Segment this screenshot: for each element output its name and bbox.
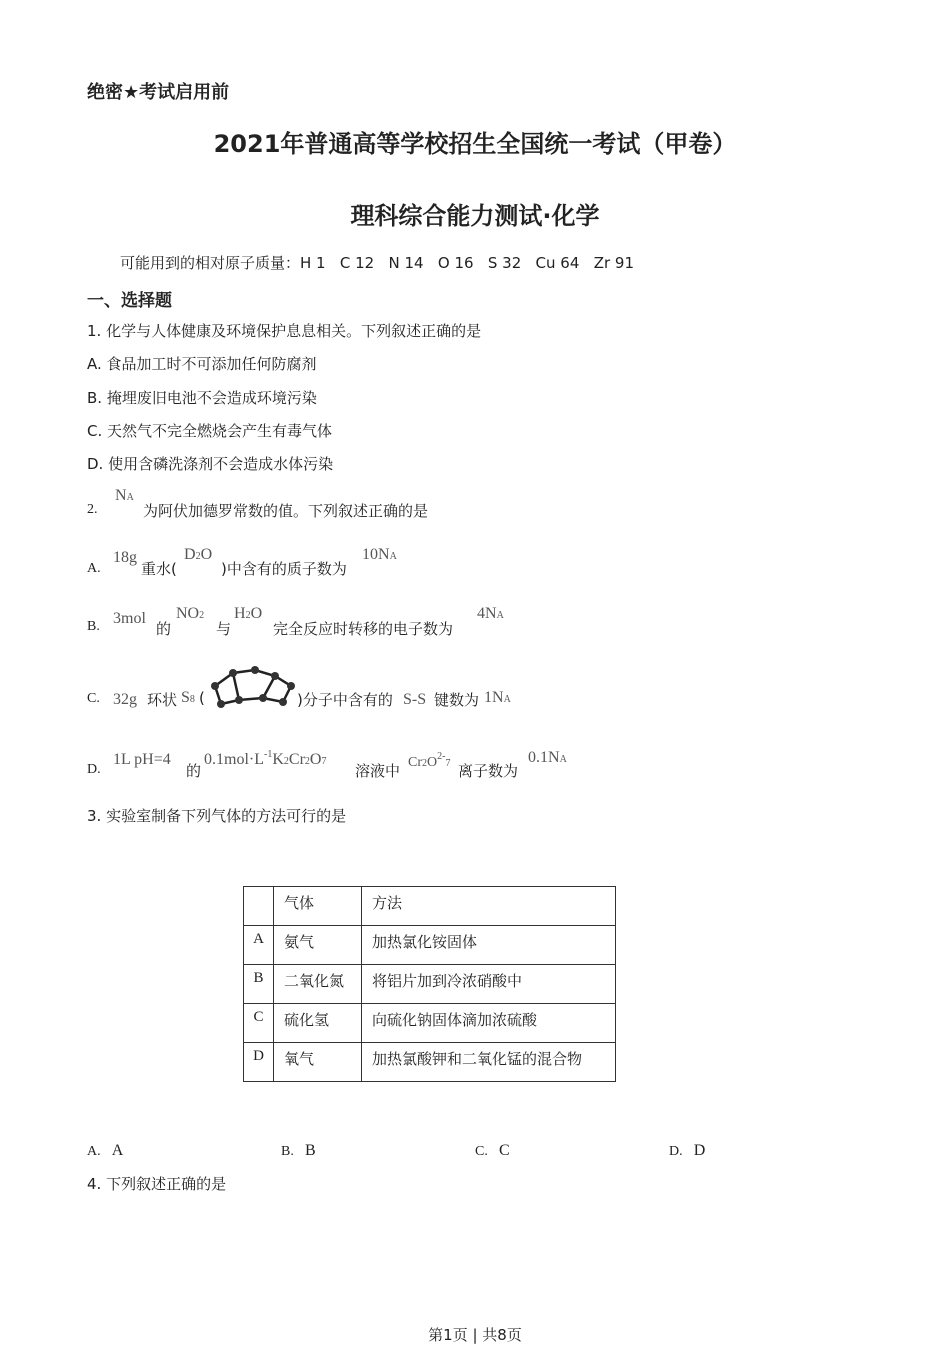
q2c-text1: 环状 [147,691,178,709]
q1-option-a: A. 食品加工时不可添加任何防腐剂 [87,355,317,373]
q2a-text2: )中含有的质子数为 [221,560,347,578]
q2-na-symbol: NA [115,487,134,504]
q4-stem: 4. 下列叙述正确的是 [87,1175,227,1193]
q3-option-b: B. B [281,1142,316,1159]
exam-title: 2021年普通高等学校招生全国统一考试（甲卷） [213,130,737,158]
table-cell: 氧气 [274,1043,362,1082]
table-cell: C [244,1004,274,1043]
table-cell: 硫化氢 [274,1004,362,1043]
q2a-mass: 18g [113,549,137,566]
table-row [244,965,616,1004]
q2c-text3: )分子中含有的 [297,691,393,709]
table-header-cell: 方法 [362,887,616,926]
q1-option-c: C. 天然气不完全燃烧会产生有毒气体 [87,422,333,440]
s8-ring-structure-image [207,664,299,714]
table-row [244,1043,616,1082]
q2d-solution-spec: 1L pH=4 [113,751,171,768]
q2c-text2: ( [199,689,205,707]
q2d-text2: 溶液中 [355,762,401,780]
exam-subtitle: 理科综合能力测试·化学 [350,202,600,230]
confidential-label: 绝密★考试启用前 [87,82,230,103]
gas-method-table [243,886,616,1082]
q2a-text1: 重水( [141,560,177,578]
q1-option-b: B. 掩埋废旧电池不会造成环境污染 [87,389,317,407]
table-header-cell [244,887,274,926]
table-cell: 将铝片加到冷浓硝酸中 [362,965,616,1004]
q2b-formula1: NO2 [176,605,205,622]
q2b-formula2: H2O [234,605,263,622]
q2a-formula: D2O [184,546,213,563]
q2d-text3: 离子数为 [458,762,519,780]
q2b-text1: 的 [156,620,172,638]
table-cell: 加热氯酸钾和二氧化锰的混合物 [362,1043,616,1082]
page-footer: 第1页 | 共8页 [428,1326,522,1344]
q2b-amount: 3mol [113,610,146,627]
table-row [244,1004,616,1043]
q2-stem: 为阿伏加德罗常数的值。下列叙述正确的是 [143,502,429,520]
table-cell: D [244,1043,274,1082]
q2d-label: D. [87,762,101,777]
q2b-text3: 完全反应时转移的电子数为 [273,620,454,638]
q2d-value: 0.1NA [528,749,567,766]
table-row [244,926,616,965]
q2c-formula: S8 [181,689,195,706]
section-heading: 一、选择题 [87,291,172,311]
q1-stem: 1. 化学与人体健康及环境保护息息相关。下列叙述正确的是 [87,322,482,340]
q2a-value: 10NA [362,546,397,563]
table-cell: A [244,926,274,965]
q2b-value: 4NA [477,605,504,622]
q2b-label: B. [87,619,100,634]
table-cell: 向硫化钠固体滴加浓硫酸 [362,1004,616,1043]
q2c-bond: S-S [403,691,427,708]
q2d-concentration: $0.1mol\cdot L^{-1}K2Cr2O7$ [204,749,327,768]
q1-option-d: D. 使用含磷洗涤剂不会造成水体污染 [87,455,334,473]
table-cell: 二氧化氮 [274,965,362,1004]
q2b-text2: 与 [216,620,232,638]
table-header-row [244,887,616,926]
table-cell: 加热氯化铵固体 [362,926,616,965]
atomic-mass-line: 可能用到的相对原子质量：H 1 C 12 N 14 O 16 S 32 Cu 64 Zr 91 [120,254,634,272]
q2c-value: 1NA [484,689,511,706]
q2c-label: C. [87,691,100,706]
q2c-mass: 32g [113,691,137,708]
q3-option-d: D. D [669,1142,706,1159]
table-cell: 氨气 [274,926,362,965]
q2d-ion-formula: $Cr2O^{2-}7$ [408,751,451,770]
table-cell: B [244,965,274,1004]
q3-option-c: C. C [475,1142,510,1159]
table-header-cell: 气体 [274,887,362,926]
q2-number: 2. [87,502,98,517]
q3-stem: 3. 实验室制备下列气体的方法可行的是 [87,807,347,825]
q2a-label: A. [87,561,101,576]
q3-option-a: A. A [87,1142,124,1159]
q2d-text1: 的 [186,762,202,780]
q2c-text4: 键数为 [434,691,480,709]
